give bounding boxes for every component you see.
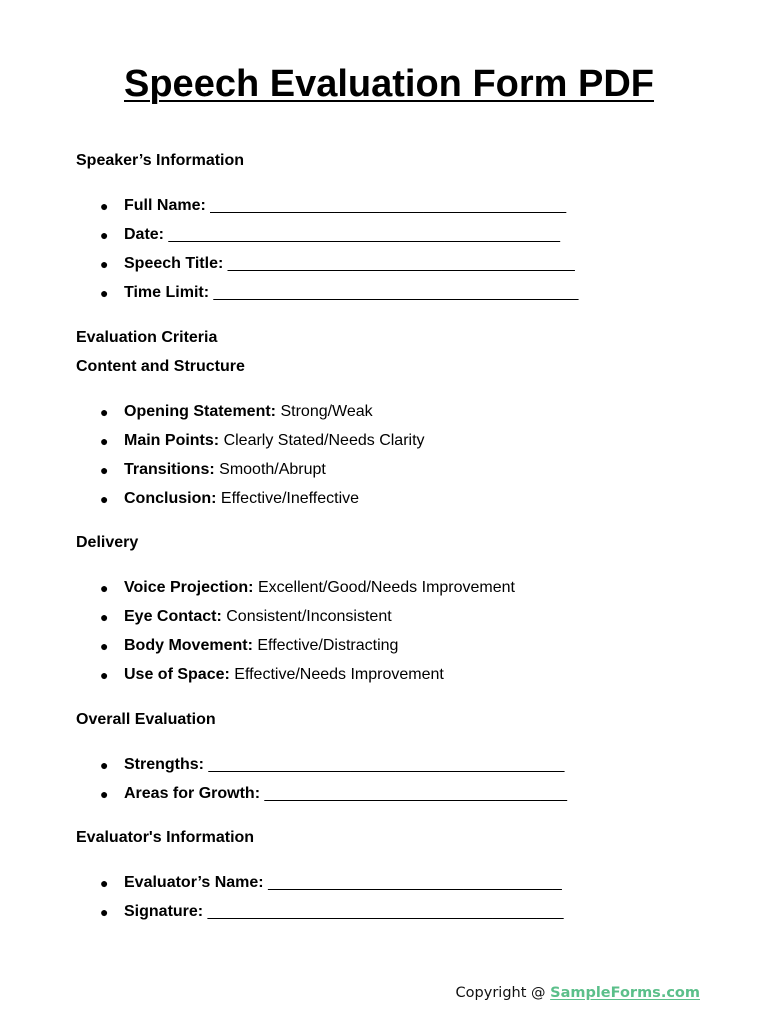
- list-item: ● Areas for Growth: __________________________________: [100, 785, 568, 802]
- evaluation-criteria-heading: Evaluation Criteria: [76, 329, 218, 346]
- bullet-icon: ●: [100, 433, 109, 449]
- list-item: ● Evaluator’s Name: _________________________________: [100, 874, 562, 891]
- list-item: ● Main Points: Clearly Stated/Needs Clarity: [100, 432, 425, 449]
- list-item: ● Speech Title: _______________________________________: [100, 255, 575, 272]
- fill-in-blank: ________________________________________: [210, 197, 567, 214]
- evaluator-info-list: [76, 873, 564, 931]
- bullet-icon: ●: [100, 667, 109, 683]
- bullet-icon: ●: [100, 491, 109, 507]
- list-item: ● Full Name: ________________________________________: [100, 197, 567, 214]
- list-item: ● Use of Space: Effective/Needs Improvement: [100, 666, 444, 683]
- bullet-icon: ●: [100, 757, 109, 773]
- brand-link[interactable]: SampleForms.com: [550, 985, 700, 1001]
- delivery-list: [76, 578, 515, 694]
- overall-evaluation-heading: Overall Evaluation: [76, 711, 216, 728]
- fill-in-blank: ________________________________________: [208, 756, 565, 773]
- list-item: ● Strengths: ________________________________________: [100, 756, 565, 773]
- overall-evaluation-list: [76, 755, 567, 813]
- content-structure-list: [76, 402, 425, 518]
- bullet-icon: ●: [100, 580, 109, 596]
- list-item: ● Conclusion: Effective/Ineffective: [100, 490, 360, 507]
- bullet-icon: ●: [100, 198, 109, 214]
- bullet-icon: ●: [100, 285, 109, 301]
- fill-in-blank: _________________________________________: [213, 284, 579, 301]
- fill-in-blank: _________________________________: [268, 874, 562, 891]
- list-item: ● Voice Projection: Excellent/Good/Needs Improvement: [100, 579, 515, 596]
- list-item: ● Time Limit: _________________________________________: [100, 284, 579, 301]
- list-item: ● Transitions: Smooth/Abrupt: [100, 461, 326, 478]
- fill-in-blank: _______________________________________: [227, 255, 575, 272]
- evaluator-info-heading: Evaluator's Information: [76, 829, 255, 846]
- list-item: ● Opening Statement: Strong/Weak: [100, 403, 373, 420]
- bullet-icon: ●: [100, 786, 109, 802]
- fill-in-blank: ________________________________________: [207, 903, 564, 920]
- bullet-icon: ●: [100, 875, 109, 891]
- fill-in-blank: ____________________________________________: [168, 226, 560, 243]
- delivery-heading: Delivery: [76, 534, 139, 551]
- list-item: ● Body Movement: Effective/Distracting: [100, 637, 399, 654]
- bullet-icon: ●: [100, 638, 109, 654]
- fill-in-blank: __________________________________: [264, 785, 568, 802]
- list-item: ● Date: ____________________________________________: [100, 226, 560, 243]
- bullet-icon: ●: [100, 462, 109, 478]
- list-item: ● Eye Contact: Consistent/Inconsistent: [100, 608, 392, 625]
- list-item: ● Signature: ________________________________________: [100, 903, 564, 920]
- bullet-icon: ●: [100, 404, 109, 420]
- page-title: Speech Evaluation Form PDF: [124, 63, 654, 105]
- bullet-icon: ●: [100, 256, 109, 272]
- content-structure-heading: Content and Structure: [76, 358, 245, 375]
- bullet-icon: ●: [100, 227, 109, 243]
- speaker-info-list: [76, 196, 578, 312]
- bullet-icon: ●: [100, 609, 109, 625]
- copyright-prefix: Copyright @: [455, 985, 551, 1001]
- speaker-info-heading: Speaker’s Information: [76, 152, 245, 169]
- bullet-icon: ●: [100, 904, 109, 920]
- copyright-footer: [456, 983, 700, 1003]
